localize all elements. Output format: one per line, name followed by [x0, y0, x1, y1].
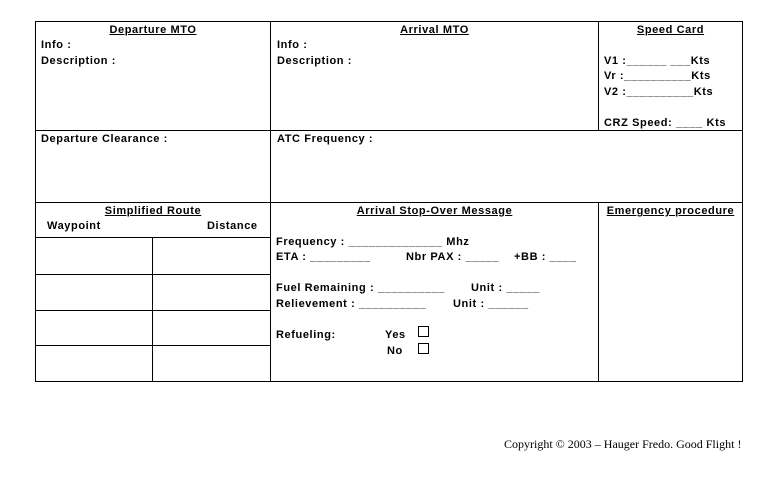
refueling-yes-checkbox[interactable]: [418, 326, 429, 337]
route-grid-line: [35, 345, 271, 346]
simplified-route-title: Simplified Route: [104, 205, 202, 217]
stopover-relievement-unit-field: Unit : ______: [453, 298, 529, 310]
v2-speed-field: V2 :__________Kts: [604, 86, 714, 98]
stopover-fuel-unit-field: Unit : _____: [471, 282, 540, 294]
stopover-fuel-remaining-field: Fuel Remaining : __________: [276, 282, 446, 294]
departure-mto-panel: [35, 21, 271, 131]
waypoint-column-header: Waypoint: [47, 220, 101, 232]
refueling-no-label: No: [387, 345, 403, 357]
distance-column-header: Distance: [207, 220, 258, 232]
route-grid-line: [35, 274, 271, 275]
stopover-frequency-field: Frequency : ______________ Mhz: [276, 236, 470, 248]
atc-frequency-label: ATC Frequency :: [277, 133, 374, 145]
stopover-eta-field: ETA : _________: [276, 251, 371, 263]
stopover-bb-field: +BB : ____: [514, 251, 577, 263]
route-grid-line: [35, 310, 271, 311]
departure-info-label: Info :: [41, 39, 72, 51]
speed-card-title: Speed Card: [636, 24, 705, 36]
route-grid-line: [35, 237, 271, 238]
refueling-yes-label: Yes: [385, 329, 406, 341]
copyright-footer: Copyright © 2003 – Hauger Fredo. Good Flight !: [504, 437, 742, 451]
arrival-description-label: Description :: [277, 55, 353, 67]
departure-description-label: Description :: [41, 55, 117, 67]
emergency-procedure-title: Emergency procedure: [606, 205, 735, 217]
refueling-label: Refueling:: [276, 329, 336, 341]
stopover-nbr-pax-field: Nbr PAX : _____: [406, 251, 500, 263]
crz-speed-field: CRZ Speed: ____ Kts: [604, 117, 727, 129]
refueling-no-checkbox[interactable]: [418, 343, 429, 354]
vr-speed-field: Vr :__________Kts: [604, 70, 711, 82]
arrival-mto-panel: [270, 21, 599, 131]
arrival-info-label: Info :: [277, 39, 308, 51]
v1-speed-field: V1 :______ ___Kts: [604, 55, 711, 67]
departure-clearance-label: Departure Clearance :: [41, 133, 168, 145]
arrival-mto-title: Arrival MTO: [400, 24, 469, 36]
arrival-stopover-title: Arrival Stop-Over Message: [356, 205, 513, 217]
stopover-relievement-field: Relievement : __________: [276, 298, 427, 310]
emergency-procedure-panel: [598, 202, 743, 382]
departure-mto-title: Departure MTO: [109, 24, 197, 36]
route-grid-divider: [152, 237, 153, 382]
